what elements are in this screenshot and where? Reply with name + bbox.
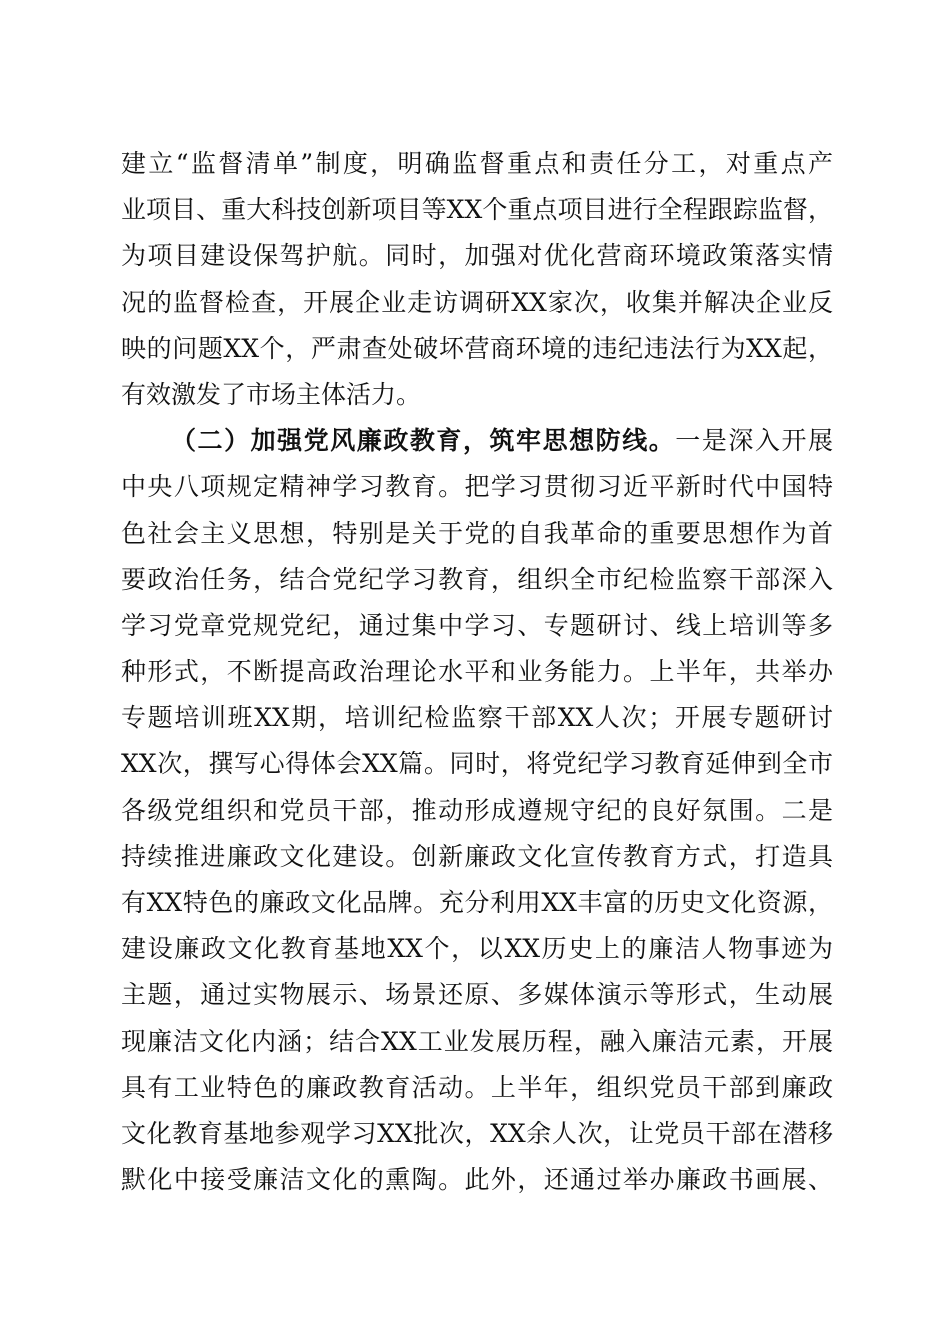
text-line: 有XX特色的廉政文化品牌。充分利用XX丰富的历史文化资源，	[121, 888, 833, 917]
text-line: 有效激发了市场主体活力。	[121, 379, 422, 409]
text-run: 一是深入开展	[675, 426, 833, 456]
text-line: 具有工业特色的廉政教育活动。上半年，组织党员干部到廉政	[121, 1072, 833, 1102]
text-line: 要政治任务，结合党纪学习教育，组织全市纪检监察干部深入	[121, 564, 833, 594]
text-line: 主题，通过实物展示、场景还原、多媒体演示等形式，生动展	[121, 980, 833, 1010]
paragraph-integrity-education	[121, 418, 833, 1203]
text-line: 专题培训班XX期，培训纪检监察干部XX人次；开展专题研讨	[121, 703, 833, 733]
text-line: 文化教育基地参观学习XX批次，XX余人次，让党员干部在潜移	[121, 1118, 833, 1148]
paragraph-supervision	[121, 141, 833, 418]
text-line: 默化中接受廉洁文化的熏陶。此外，还通过举办廉政书画展、	[121, 1165, 833, 1195]
text-line: 建立“监督清单”制度，明确监督重点和责任分工，对重点产	[121, 149, 833, 178]
text-line: 中央八项规定精神学习教育。把学习贯彻习近平新时代中国特	[121, 472, 833, 502]
text-line: 业项目、重大科技创新项目等XX个重点项目进行全程跟踪监督，	[121, 195, 833, 225]
text-line: 各级党组织和党员干部，推动形成遵规守纪的良好氛围。二是	[121, 795, 833, 825]
text-line: 种形式，不断提高政治理论水平和业务能力。上半年，共举办	[121, 657, 833, 687]
text-line: 建设廉政文化教育基地XX个，以XX历史上的廉洁人物事迹为	[121, 934, 833, 964]
text-line: 色社会主义思想，特别是关于党的自我革命的重要思想作为首	[121, 518, 833, 548]
text-line: 学习党章党规党纪，通过集中学习、专题研讨、线上培训等多	[121, 610, 833, 640]
text-line: 持续推进廉政文化建设。创新廉政文化宣传教育方式，打造具	[121, 841, 833, 871]
paragraph-first-line	[121, 418, 833, 464]
document-body	[121, 141, 833, 1203]
text-line: 映的问题XX个，严肃查处破坏营商环境的违纪违法行为XX起，	[121, 333, 833, 363]
text-line: 况的监督检查，开展企业走访调研XX家次，收集并解决企业反	[121, 287, 833, 317]
text-line: 为项目建设保驾护航。同时，加强对优化营商环境政策落实情	[121, 241, 833, 271]
text-line: 现廉洁文化内涵；结合XX工业发展历程，融入廉洁元素，开展	[121, 1026, 833, 1056]
section-heading: （二）加强党风廉政教育，筑牢思想防线。	[171, 426, 676, 456]
text-line: XX次，撰写心得体会XX篇。同时，将党纪学习教育延伸到全市	[121, 749, 833, 779]
